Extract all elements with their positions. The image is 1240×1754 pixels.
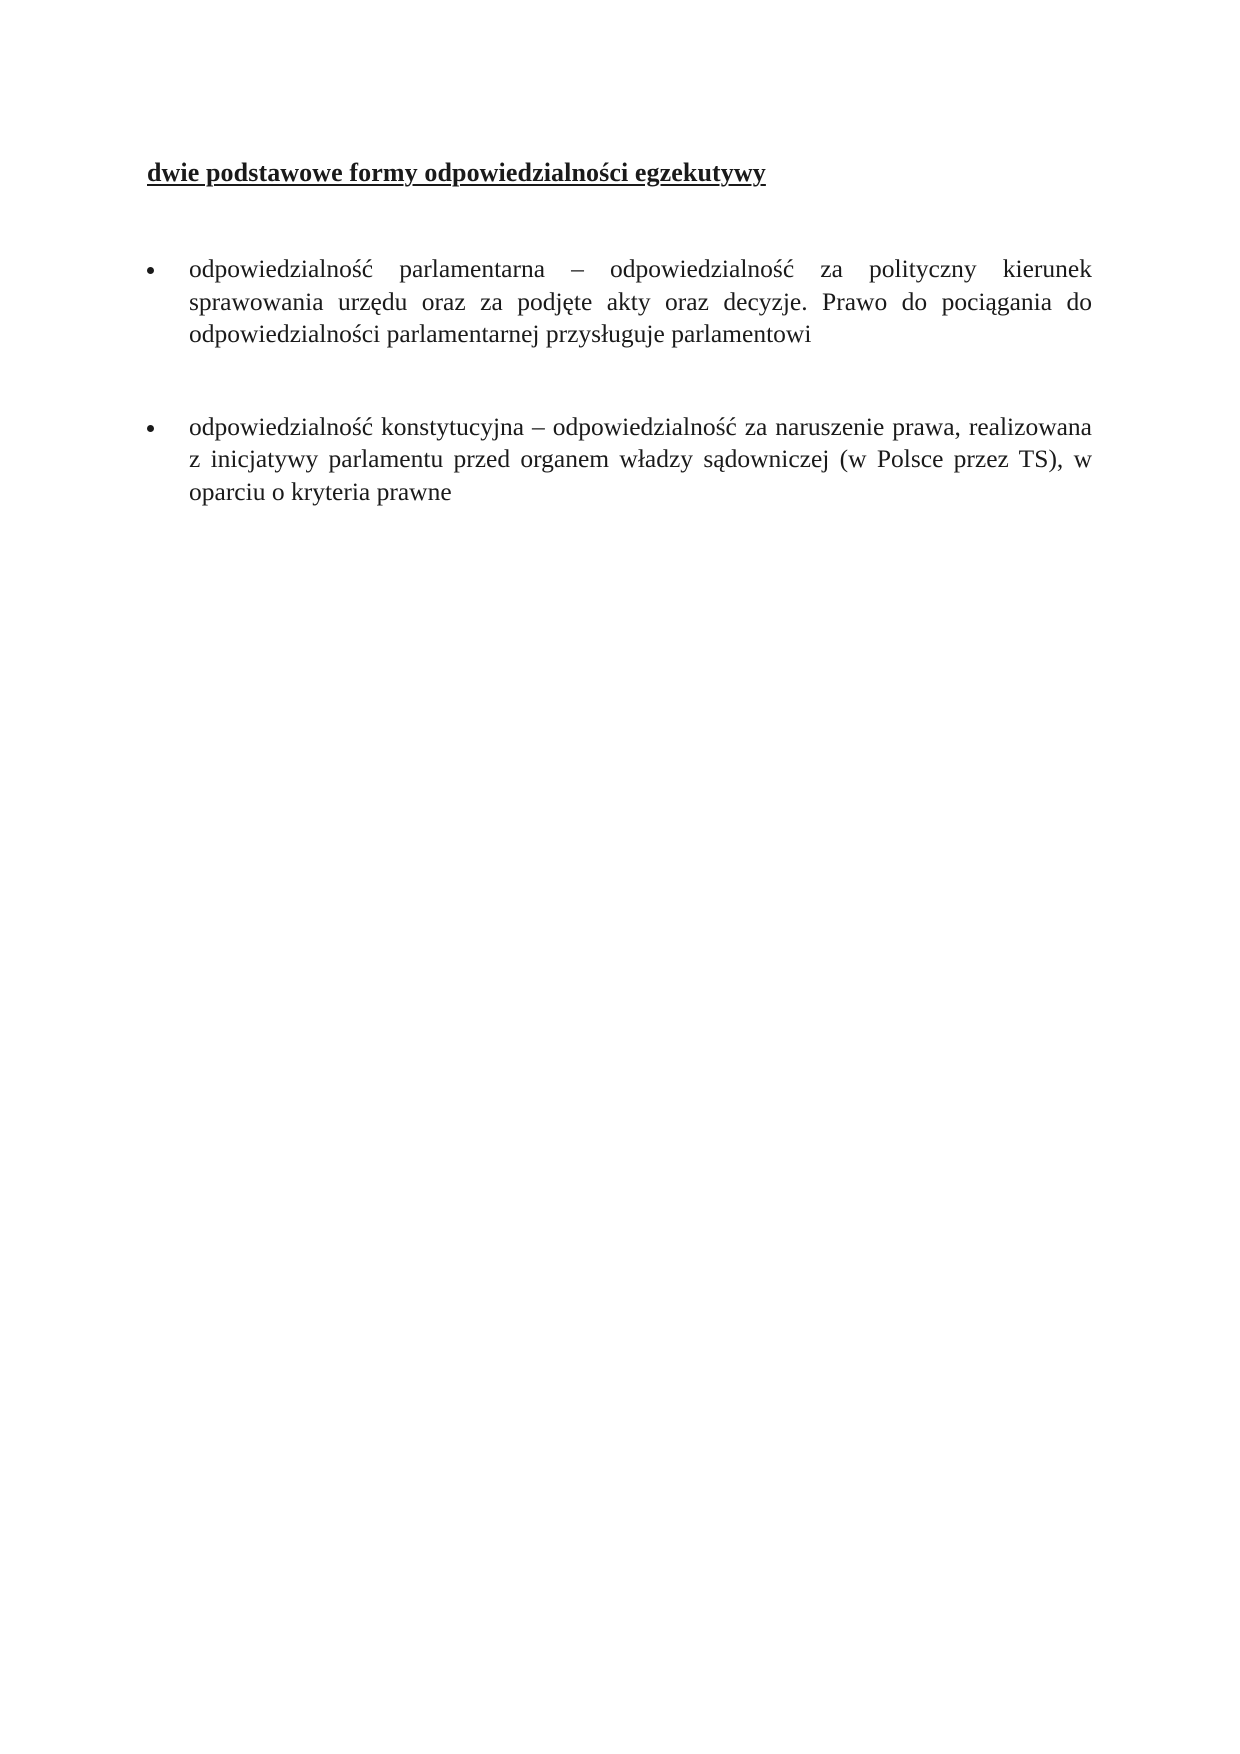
bullet-dot-icon [147,425,154,432]
bullet-list [140,253,1092,508]
bullet-item-constitutional [140,411,1092,509]
bullet-dot-icon [147,267,154,274]
bullet-text: odpowiedzialność konstytucyjna – odpowiedzialność za naruszenie prawa, realizowana z inicjatywy parlamentu przed organem władzy sądowniczej (w Polsce przez TS), w oparciu o kryteria prawne [189,411,1092,506]
bullet-text: odpowiedzialność parlamentarna – odpowiedzialność za polityczny kierunek sprawowania urzędu oraz za podjęte akty oraz decyzje. Prawo do pociągania do odpowiedzialności parlamentarnej przysługuje parlamentowi [189,254,1092,348]
bullet-item-parliamentary [140,253,1092,351]
document-heading: dwie podstawowe formy odpowiedzialności egzekutywy [147,158,766,187]
